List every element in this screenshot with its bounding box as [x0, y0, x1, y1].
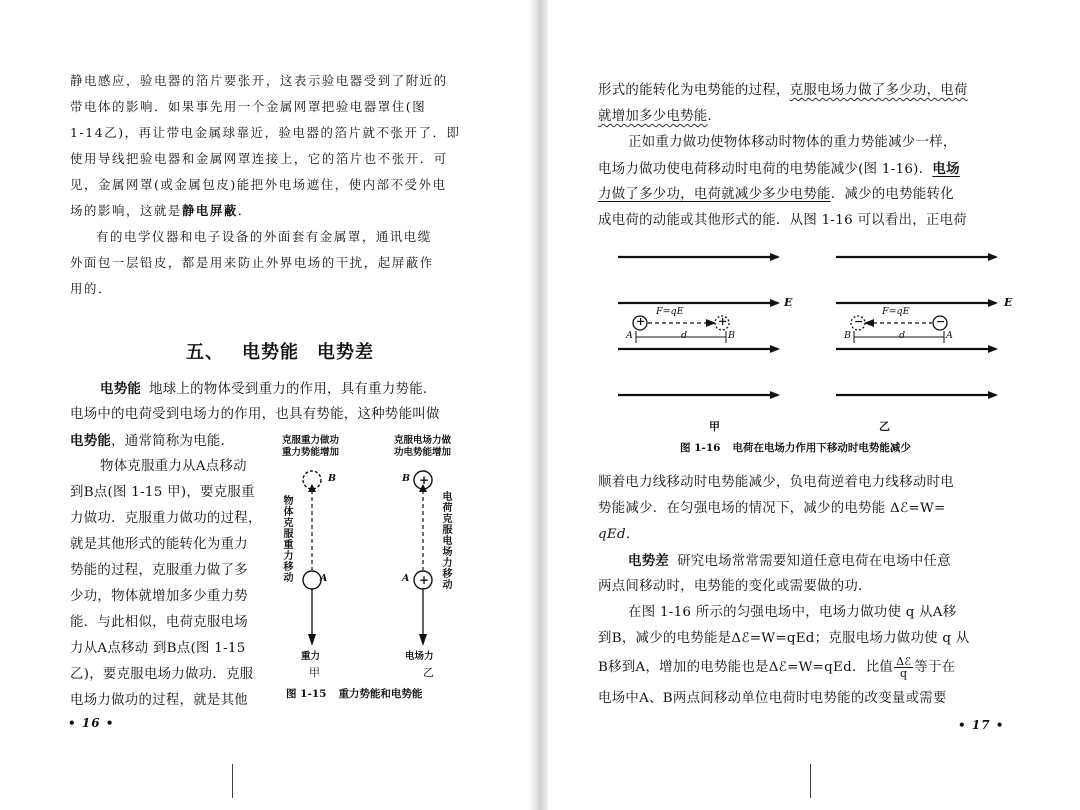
- text-line: 能．与此相似，电荷克服电场: [70, 615, 248, 630]
- caption-text: 重力势能和电势能: [338, 688, 423, 700]
- figure-caption: [286, 686, 422, 701]
- figure-caption: [680, 440, 911, 455]
- emphasized-text: 力做了多少功，电荷就减少多少电势能: [598, 187, 831, 202]
- vertical-char: 力: [283, 551, 294, 562]
- vertical-char: 移: [283, 562, 294, 573]
- crop-mark: [232, 764, 233, 798]
- text-line: [598, 82, 968, 100]
- text-line: 两点间移动时，电势能的变化或需要做的功．: [598, 579, 872, 594]
- text-line: 在图 1-16 所示的匀强电场中，电场力做功使 q 从A移: [628, 605, 957, 620]
- figure-label: 功电势能增加: [394, 447, 452, 458]
- vertical-char: 重: [283, 540, 294, 551]
- section-title-part: 电势差: [317, 342, 374, 363]
- electric-force-label: 电场力: [405, 651, 434, 662]
- point-a-label: A: [402, 573, 410, 584]
- distance-label: d: [899, 330, 906, 341]
- point-a-label: A: [320, 573, 328, 584]
- gravity-arrow: [308, 634, 316, 646]
- text-fragment: 场的影响，这就是: [70, 203, 182, 218]
- text-fragment: 形式的能转化为电势能的过程，: [598, 83, 790, 98]
- text-fragment: 研究电场常常需要知道任意电荷在电场中任意: [677, 554, 951, 569]
- charge-sign: +: [636, 315, 646, 328]
- point-a-label: A: [626, 330, 633, 341]
- figure-1-16-drawing: [618, 245, 1008, 405]
- text-line: [100, 380, 437, 399]
- text-line: 物体克服重力从A点移动: [100, 459, 247, 474]
- point-b-label: B: [328, 473, 337, 484]
- left-book-page: [0, 0, 530, 810]
- text-line: 用的．: [70, 281, 112, 296]
- vertical-char: 服: [283, 529, 294, 540]
- sub-figure-label: 甲: [309, 666, 320, 679]
- text-fragment: 等于在: [914, 660, 956, 675]
- text-line: 正如重力做功使物体移动时物体的重力势能减少一样，: [628, 135, 957, 150]
- figure-label: 重力势能增加: [282, 447, 340, 458]
- vertical-char: 物: [283, 496, 294, 507]
- text-line: [598, 656, 955, 680]
- text-line: [628, 552, 951, 571]
- point-b-label: B: [844, 330, 851, 341]
- term-electrostatic-shielding: 静电屏蔽: [181, 203, 238, 218]
- text-line: [598, 160, 960, 179]
- distance-label: d: [681, 330, 688, 341]
- page-number: • 17 •: [958, 718, 1005, 732]
- vertical-char: 电: [442, 536, 453, 547]
- text-line: 静电感应，验电器的箔片要张开，这表示验电器受到了附近的: [70, 73, 448, 88]
- text-line: 势能的过程，克服重力做了多: [70, 563, 248, 578]
- text-fragment: 地球上的物体受到重力的作用，具有重力势能．: [149, 382, 437, 397]
- plus-sign: +: [419, 473, 430, 487]
- text-line: 势能减少．在匀强电场的情况下，减少的电势能 Δℰ=W=: [598, 501, 946, 516]
- text-line: 乙)，要克服电场力做功．克服: [70, 667, 254, 682]
- gravity-label: 重力: [301, 651, 321, 662]
- vertical-char: 克: [283, 518, 294, 529]
- force-label: F=qE: [656, 306, 684, 317]
- vertical-char: 动: [442, 580, 453, 591]
- vertical-char: 克: [442, 514, 453, 525]
- field-label-e: E: [1004, 296, 1013, 309]
- text-line: [598, 108, 721, 126]
- vertical-char: 电: [442, 492, 453, 503]
- text-line: 电场中的电荷受到电场力的作用，也具有势能，这种势能叫做: [70, 407, 440, 422]
- term-potential-energy: 电势能: [70, 433, 112, 449]
- section-heading: [186, 338, 374, 364]
- text-fragment: 电场力做功使电荷移动时电荷的电势能减少(图 1-16)．: [598, 162, 933, 177]
- text-fragment: B移到A，增加的电势能也是Δℰ=W=qEd．比值: [598, 660, 894, 675]
- sub-figure-label: 甲: [709, 420, 720, 433]
- vertical-char: 服: [442, 525, 453, 536]
- text-line: 顺着电力线移动时电势能减少，负电荷逆着电力线移动时电: [598, 475, 954, 490]
- text-line: qEd．: [598, 527, 640, 542]
- vertical-char: 力: [442, 558, 453, 569]
- plus-sign: +: [419, 573, 430, 587]
- text-line: 带电体的影响．如果事先用一个金属网罩把验电器罩住(图: [70, 99, 427, 114]
- vertical-label-right: [442, 492, 453, 591]
- text-line: 成电荷的动能或其他形式的能．从图 1-16 可以看出，正电荷: [598, 213, 967, 228]
- section-number: 五、: [186, 342, 224, 363]
- caption-number: 图 1-16: [680, 442, 721, 454]
- figure-label: 克服电场力做: [394, 435, 452, 446]
- fraction-numerator: Δℰ: [896, 655, 912, 668]
- text-fragment: ．减少的电势能转化: [830, 187, 954, 202]
- text-line: 少功，物体就增加多少重力势: [70, 589, 248, 604]
- text-line: 有的电学仪器和电子设备的外面套有金属罩，通讯电缆: [96, 229, 432, 244]
- text-line: [70, 202, 252, 220]
- charge-sign: −: [936, 315, 946, 328]
- text-fragment: ，通常简称为电能．: [111, 434, 235, 449]
- vertical-char: 荷: [442, 503, 453, 514]
- text-line: 1-14乙)，再让带电金属球靠近，验电器的箔片就不张开了．即: [70, 125, 461, 140]
- term-potential-difference: 电势差: [628, 553, 670, 569]
- text-fragment: ．: [707, 109, 722, 124]
- text-fragment: ．: [237, 203, 252, 218]
- electric-force-arrow: [419, 634, 427, 646]
- point-b-label: B: [402, 473, 411, 484]
- text-line: 外面包一层铅皮，都是用来防止外界电场的干扰，起屏蔽作: [70, 255, 434, 270]
- point-a-label: A: [946, 330, 953, 341]
- caption-number: 图 1-15: [286, 688, 327, 700]
- vertical-char: 体: [283, 507, 294, 518]
- right-book-page: [548, 0, 1080, 810]
- text-line: [598, 186, 954, 204]
- vertical-char: 动: [283, 573, 294, 584]
- field-label-e: E: [784, 296, 793, 309]
- emphasized-text: 就增加多少电势能: [598, 109, 708, 124]
- section-title-part: 电势能: [242, 342, 299, 363]
- book-gutter: [530, 0, 548, 810]
- emphasized-text: 电场: [932, 161, 960, 177]
- sub-figure-label: 乙: [423, 666, 434, 679]
- force-label: F=qE: [882, 306, 910, 317]
- object-at-a: [303, 571, 321, 589]
- text-line: [70, 432, 234, 451]
- term-potential-energy: 电势能: [100, 381, 142, 397]
- figure-label: 克服重力做功: [282, 435, 340, 446]
- charge-sign: −: [854, 315, 864, 328]
- point-b-label: B: [728, 330, 735, 341]
- text-line: 电场力做功的过程，就是其他: [70, 693, 248, 708]
- fraction-denominator: q: [900, 667, 908, 680]
- text-line: 见，金属网罩(或金属包皮)能把外电场遮住，使内部不受外电: [70, 177, 447, 192]
- text-line: 力从A点移动 到B点(图 1-15: [70, 641, 246, 656]
- sub-figure-label: 乙: [879, 420, 890, 433]
- text-line: 到B，减少的电势能是Δℰ=W=qEd；克服电场力做功使 q 从: [598, 631, 970, 646]
- caption-text: 电荷在电场力作用下移动时电势能减少: [732, 442, 911, 454]
- vertical-label-left: [283, 496, 294, 584]
- text-line: 就是其他形式的能转化为重力: [70, 537, 248, 552]
- text-line: 到B点(图 1-15 甲)，要克服重: [70, 485, 255, 500]
- text-line: 电场中A、B两点间移动单位电荷时电势能的改变量或需要: [598, 691, 947, 706]
- text-line: 使用导线把验电器和金属网罩连接上，它的箔片也不张开．可: [70, 151, 448, 166]
- vertical-char: 场: [442, 547, 453, 558]
- crop-mark: [810, 764, 811, 798]
- text-line: 力做功．克服重力做功的过程，: [70, 511, 262, 526]
- charge-sign: +: [718, 315, 728, 328]
- fraction: [894, 656, 913, 679]
- emphasized-text: 克服电场力做了多少功，电荷: [789, 83, 968, 98]
- page-number: • 16 •: [68, 716, 115, 730]
- vertical-char: 移: [442, 569, 453, 580]
